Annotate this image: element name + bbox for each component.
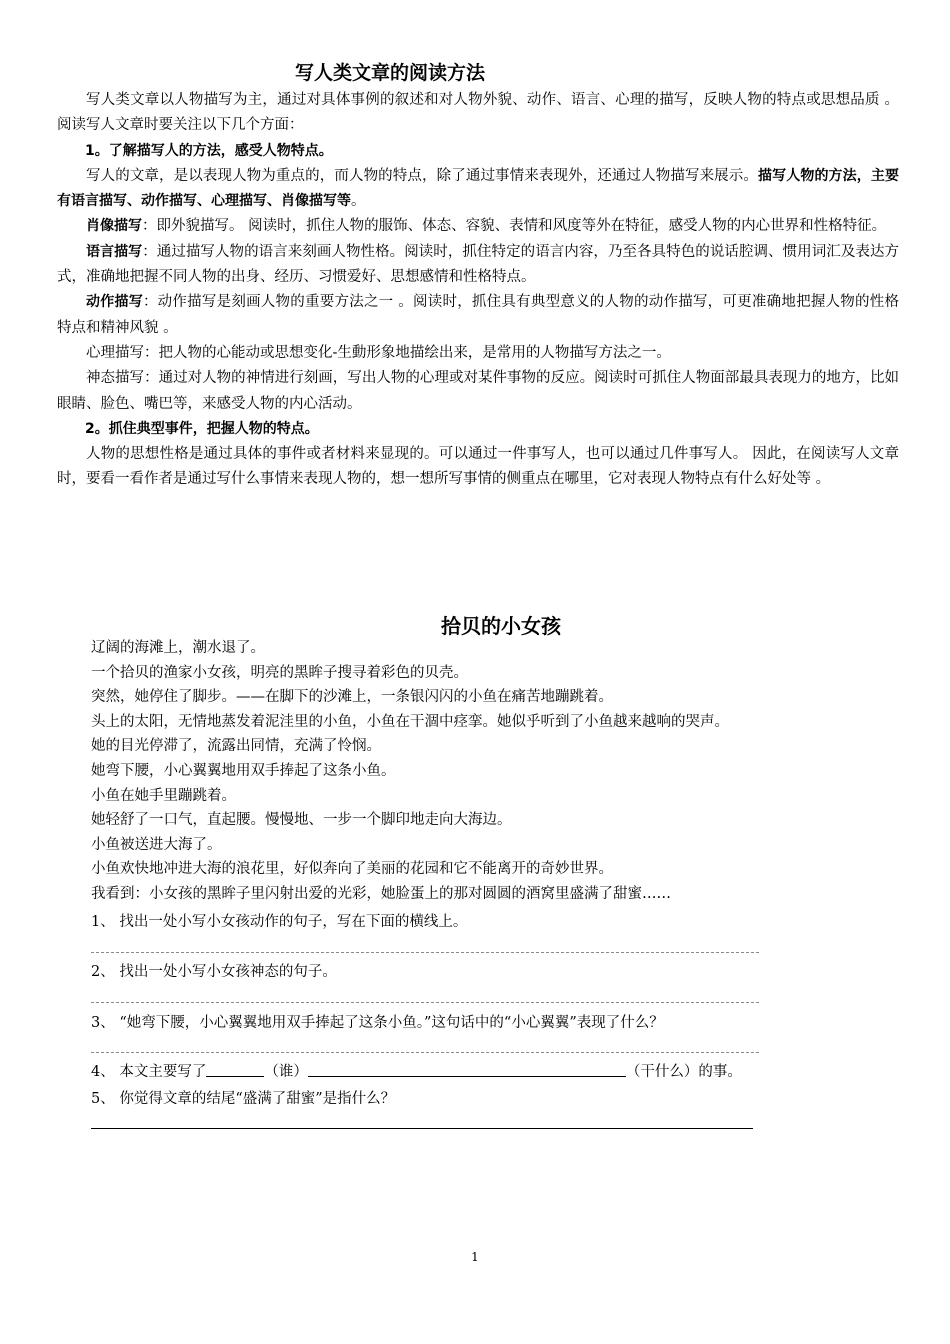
story-text: [91, 636, 891, 907]
answer-line-5[interactable]: [91, 1128, 753, 1129]
action-label: 动作描写: [86, 294, 143, 311]
portrait-paragraph: [57, 214, 899, 239]
answer-line-1[interactable]: [91, 952, 759, 953]
question-4-end: （干什么）的事。: [625, 1064, 742, 1080]
story-line: 辽阔的海滩上，潮水退了。: [91, 640, 265, 656]
story-line: 我看到：小女孩的黑眸子里闪射出爱的光彩，她脸蛋上的那对圆圆的酒窝里盛满了甜蜜……: [91, 885, 671, 902]
story-line: 头上的太阳，无情地蒸发着泥洼里的小鱼，小鱼在干涸中痉挛。她似乎听到了小鱼越来越响的哭声。: [91, 713, 729, 730]
paragraph-1-text: 写人的文章，是以表现人物为重点的，而人物的特点，除了通过事情来表现外，还通过人物描写来展示。: [86, 167, 759, 184]
question-4-start: 4、 本文主要写了: [91, 1064, 207, 1080]
reading-method-section: [57, 88, 899, 493]
section-title: 写人类文章的阅读方法: [294, 62, 485, 84]
expression-paragraph: 神态描写：通过对人物的神情进行刻画，写出人物的心理或对某件事物的反应。阅读时可抓住人物面部最具表现力的地方，比如眼睛、脸色、嘴巴等，来感受人物的内心活动。: [57, 370, 899, 412]
question-3: 3、 “她弯下腰，小心翼翼地用双手捧起了这条小鱼。”这句话中的“小心翼翼”表现了什么？: [91, 1015, 664, 1031]
paragraph-1: [57, 164, 899, 215]
page-number: 1: [471, 1250, 479, 1264]
answer-line-2[interactable]: [91, 1002, 759, 1003]
story-line: 突然，她停住了脚步。——在脚下的沙滩上，一条银闪闪的小鱼在痛苦地蹦跳着。: [91, 689, 613, 706]
speech-label: 语言描写: [86, 243, 143, 260]
story-line: 小鱼被送进大海了。: [91, 836, 222, 853]
portrait-label: 肖像描写: [86, 218, 142, 235]
action-paragraph: [57, 290, 899, 341]
paragraph-2: 人物的思想性格是通过具体的事件或者材料来显现的。可以通过一件事写人，也可以通过几件事写人。 因此，在阅读写人文章时，要看一看作者是通过写什么事情来表现人物的，想一想所写事情的侧重点在哪里，它对表现人物特点有什么好处等 。: [57, 446, 899, 488]
question-4: [91, 1060, 742, 1081]
blank-who[interactable]: [206, 1062, 264, 1077]
intro-paragraph: 写人类文章以人物描写为主，通过对具体事例的叙述和对人物外貌、动作、语言、心理的描写，反映人物的特点或思想品质 。阅读写人文章时要关注以下几个方面：: [57, 92, 899, 134]
story-line: 她弯下腰，小心翼翼地用双手捧起了这条小鱼。: [91, 762, 396, 779]
heading-1: 1。了解描写人的方法，感受人物特点。: [85, 142, 333, 159]
question-1: 1、 找出一处小写小女孩动作的句子，写在下面的横线上。: [91, 914, 468, 930]
answer-line-3[interactable]: [91, 1052, 759, 1053]
action-text: ：动作描写是刻画人物的重要方法之一 。阅读时，抓住具有典型意义的人物的动作描写，可更准确地把握人物的性格特点和精神风貌 。: [57, 294, 899, 336]
story-line: 一个拾贝的渔家小女孩，明亮的黑眸子搜寻着彩色的贝壳。: [91, 664, 468, 681]
question-4-who: （谁）: [264, 1064, 308, 1080]
blank-what[interactable]: [308, 1062, 626, 1077]
question-5: 5、 你觉得文章的结尾“盛满了甜蜜”是指什么？: [91, 1091, 396, 1107]
heading-2: 2。抓住典型事件，把握人物的特点。: [85, 420, 319, 437]
story-line: 她轻舒了一口气，直起腰。慢慢地、一步一个脚印地走向大海边。: [91, 812, 512, 829]
portrait-text: ：即外貌描写。 阅读时，抓住人物的服饰、体态、容貌、表情和风度等外在特征，感受人物的内心世界和性格特征。: [142, 218, 887, 235]
paragraph-1-emphasis: 描写人物的方法，主要有语言描写、动作描写、心理描写、肖像描写等: [57, 167, 899, 210]
question-2: 2、 找出一处小写小女孩神态的句子。: [91, 964, 337, 980]
story-line: 她的目光停滞了，流露出同情，充满了怜悯。: [91, 738, 381, 755]
story-title: 拾贝的小女孩: [441, 614, 561, 638]
speech-paragraph: [57, 240, 899, 291]
story-line: 小鱼欢快地冲进大海的浪花里，好似奔向了美丽的花园和它不能离开的奇妙世界。: [91, 861, 613, 878]
paragraph-1-end: 。: [351, 193, 366, 210]
mind-paragraph: 心理描写：把人物的心能动或思想变化-生動形象地描绘出来，是常用的人物描写方法之一。: [86, 344, 671, 361]
speech-text: ：通过描写人物的语言来刻画人物性格。阅读时，抓住特定的语言内容，乃至各具特色的说话腔调、惯用词汇及表达方式，准确地把握不同人物的出身、经历、习惯爱好、思想感情和性格特点。: [57, 243, 899, 286]
story-line: 小鱼在她手里蹦跳着。: [91, 787, 236, 804]
